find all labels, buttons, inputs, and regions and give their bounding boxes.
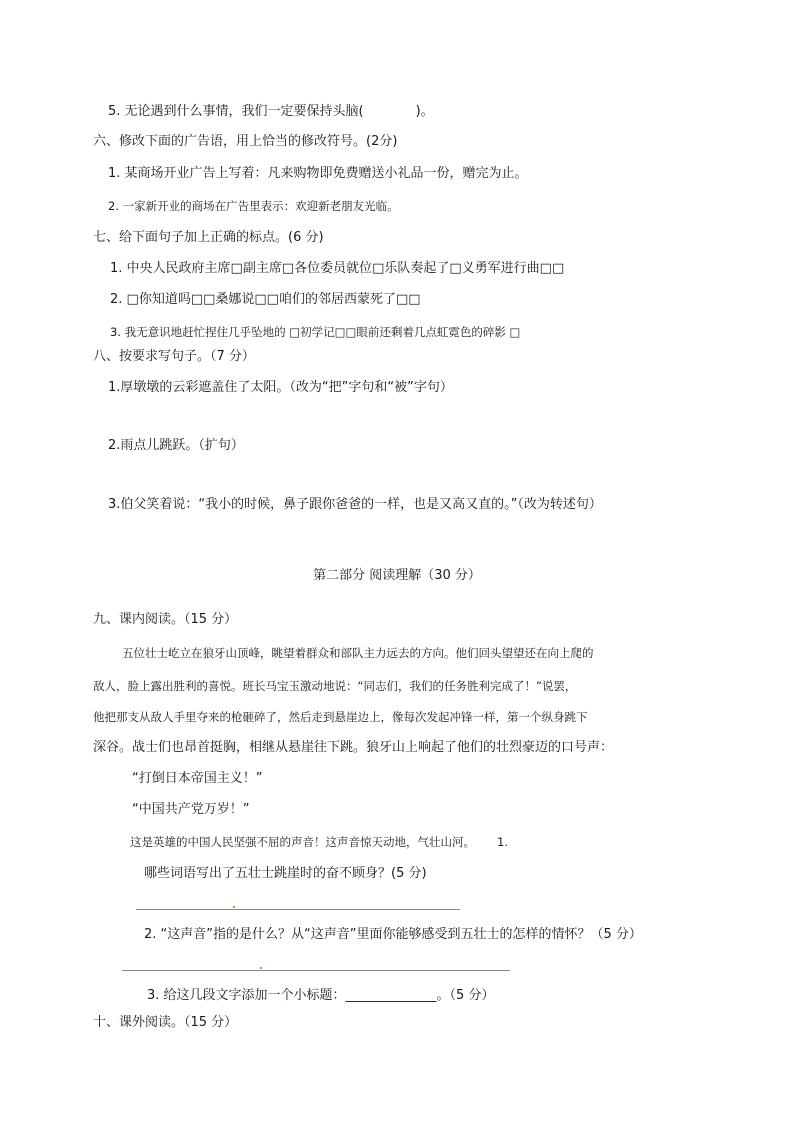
section-six-item-1: 1. 某商场开业广告上写着：凡来购物即免费赠送小礼品一份，赠完为止。 [108,166,528,181]
section-eight-item-3: 3.伯父笑着说：“我小的时候，鼻子跟你爸爸的一样，也是又高又直的。”（改为转述句） [108,497,602,512]
answer-line-1[interactable] [136,909,460,910]
section-six-heading: 六、修改下面的广告语，用上恰当的修改符号。(2分) [93,134,398,149]
passage-line-3: 他把那支从敌人手里夺来的枪砸碎了，然后走到悬崖边上，像每次发起冲锋一样，第一个纵身跳下 [93,710,588,724]
slogan-2: “中国共产党万岁！” [132,802,250,817]
section-seven-item-1: 1. 中央人民政府主席□副主席□各位委员就位□乐队奏起了□义勇军进行曲□□ [110,261,565,276]
passage-closing [130,833,508,851]
question-1: 哪些词语写出了五壮士跳崖时的奋不顾身？(5 分) [144,866,427,881]
section-eight-heading: 八、按要求写句子。（7 分） [93,349,255,364]
answer-line-1-mark [233,906,235,908]
question-2: 2. “这声音”指的是什么？从“这声音”里面你能够感受到五壮士的怎样的情怀？（5 分） [144,927,642,942]
section-six-item-2: 2. 一家新开业的商场在广告里表示：欢迎新老朋友光临。 [108,199,399,213]
slogan-1: “打倒日本帝国主义！” [132,771,263,786]
answer-line-2-mark [260,967,262,969]
passage-closing-text: 这是英雄的中国人民坚强不屈的声音！这声音惊天动地，气壮山河。 [130,835,475,849]
passage-line-2: 敌人，脸上露出胜利的喜悦。班长马宝玉激动地说：“同志们，我们的任务胜利完成了！”说罢， [93,679,577,693]
part-two-title: 第二部分 阅读理解（30 分） [313,568,481,583]
answer-line-2[interactable] [122,970,510,971]
section-ten-heading: 十、课外阅读。（15 分） [93,1015,238,1030]
section-seven-item-2: 2. □你知道吗□□桑娜说□□咱们的邻居西蒙死了□□ [110,292,421,307]
question-5: 5. 无论遇到什么事情，我们一定要保持头脑( )。 [108,104,434,119]
section-eight-item-1: 1.厚墩墩的云彩遮盖住了太阳。（改为“把”字句和“被”字句） [108,380,453,395]
section-eight-item-2: 2.雨点儿跳跃。（扩句） [108,438,244,453]
section-seven-heading: 七、给下面句子加上正确的标点。(6 分) [93,230,324,245]
section-seven-item-3: 3. 我无意识地赶忙捏住几乎坠地的 □初学记□□眼前还剩着几点虹霓色的碎影 □ [110,325,521,339]
question-3: 3. 给这几段文字添加一个小标题：______________。（5 分） [147,988,495,1003]
passage-line-4: 深谷。战士们也昂首挺胸，相继从悬崖往下跳。狼牙山上响起了他们的壮烈豪迈的口号声： [93,740,614,755]
question-1-number: 1. [497,835,508,849]
passage-line-1: 五位壮士屹立在狼牙山顶峰，眺望着群众和部队主力远去的方向。他们回头望望还在向上爬的 [122,646,594,660]
section-nine-heading: 九、课内阅读。（15 分） [93,612,238,627]
